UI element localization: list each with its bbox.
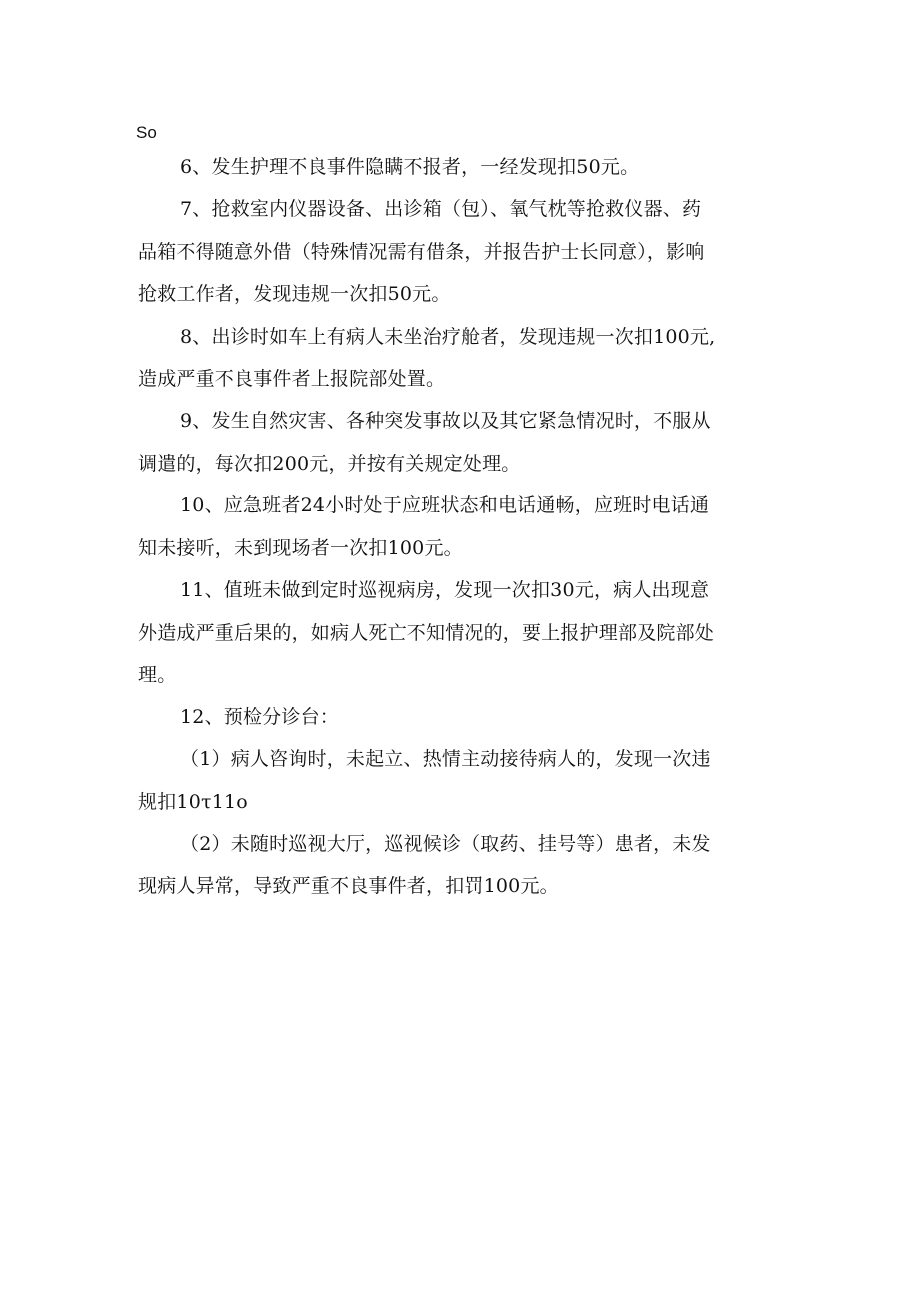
text-line: 11、值班未做到定时巡视病房，发现一次扣30元，病人出现意 bbox=[180, 579, 710, 601]
text-line: 8、出诊时如车上有病人未坐治疗舱者，发现违规一次扣100元, bbox=[180, 326, 716, 348]
text-line: 规扣10τ11o bbox=[138, 791, 248, 813]
text-fragment: So bbox=[136, 123, 157, 142]
text-line: 抢救工作者，发现违规一次扣50元。 bbox=[138, 283, 451, 305]
text-line: 现病人异常，导致严重不良事件者，扣罚100元。 bbox=[138, 875, 559, 897]
text-line: 调遣的，每次扣200元，并按有关规定处理。 bbox=[138, 453, 521, 475]
text-line: （1）病人咨询时，未起立、热情主动接待病人的，发现一次违 bbox=[180, 748, 711, 770]
text-line: 6、发生护理不良事件隐瞒不报者，一经发现扣50元。 bbox=[180, 156, 640, 178]
text-line: 10、应急班者24小时处于应班状态和电话通畅，应班时电话通 bbox=[180, 494, 710, 516]
text-line: 12、预检分诊台： bbox=[180, 706, 339, 728]
text-line: 理。 bbox=[138, 664, 177, 686]
text-line: （2）未随时巡视大厅，巡视候诊（取药、挂号等）患者，未发 bbox=[180, 833, 711, 855]
text-line: 7、抢救室内仪器设备、出诊箱（包）、氧气枕等抢救仪器、药 bbox=[180, 198, 702, 220]
text-line: 知未接听，未到现场者一次扣100元。 bbox=[138, 537, 463, 559]
text-line: 品箱不得随意外借（特殊情况需有借条，并报告护士长同意），影响 bbox=[138, 241, 705, 263]
text-line: 造成严重不良事件者上报院部处置。 bbox=[138, 368, 446, 390]
text-line: 9、发生自然灾害、各种突发事故以及其它紧急情况时，不服从 bbox=[180, 410, 711, 432]
text-line: 外造成严重后果的，如病人死亡不知情况的，要上报护理部及院部处 bbox=[138, 622, 715, 644]
